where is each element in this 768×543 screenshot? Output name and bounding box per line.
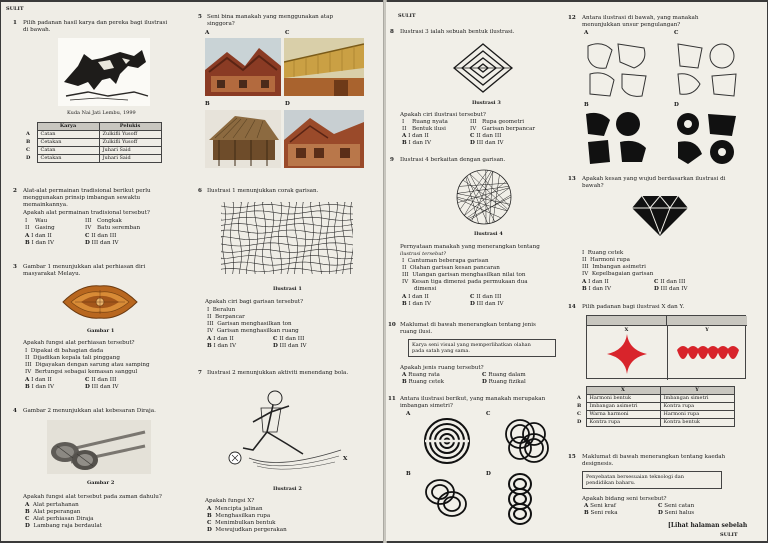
outline-shapes-a — [584, 40, 652, 100]
q14-cell: Kontra rupa — [586, 419, 660, 427]
q8-item-num: I — [402, 119, 405, 125]
q10-box-line-2: pada satah yang sama. — [412, 348, 470, 355]
q3-text-2: masyarakat Melayu. — [23, 271, 81, 277]
q2-item: Gasing — [35, 225, 55, 231]
q1-option-letter[interactable]: C — [26, 147, 30, 153]
q8-item: Ruang nyata — [412, 119, 448, 125]
twisted-loops-image — [422, 474, 470, 522]
q7-option-d[interactable]: D Mewujudkan pergerakan — [207, 527, 287, 533]
q13-option-a[interactable]: A I dan II — [582, 279, 609, 285]
q12-label-b[interactable]: B — [584, 102, 589, 108]
q5-option-b-image[interactable] — [205, 110, 281, 168]
q3-number: 3 — [13, 264, 17, 270]
q10-option-b[interactable]: B Ruang cetek — [402, 379, 445, 385]
royal-mace-image — [47, 420, 151, 474]
q8-option-d[interactable]: D III dan IV — [470, 140, 504, 146]
q12-text-1: Antara ilustrasi di bawah, yang manakah — [582, 15, 699, 21]
q3-option-b[interactable]: B I dan IV — [25, 384, 55, 390]
q2-option-b[interactable]: B I dan IV — [25, 240, 55, 246]
q8-caption: Ilustrasi 3 — [472, 100, 501, 106]
q14-x-header: X — [587, 316, 667, 326]
q13-option-c[interactable]: C II dan III — [654, 279, 686, 285]
q14-x-star-image — [605, 332, 649, 376]
q7-option-c[interactable]: C Menimbulkan bentuk — [207, 520, 276, 526]
q3-item-iv: IV Bertungsi sebagai kemasan sanggul — [25, 369, 138, 375]
q5-label-a[interactable]: A — [205, 30, 210, 36]
q1-cell: Cetakan — [37, 139, 99, 147]
q2-text-1: Alat-alat permainan tradisional berikut perlu — [23, 188, 151, 194]
concentric-rings-image — [422, 416, 472, 466]
q3-text-1: Gambar 1 menunjukkan alat perhiasan diri — [23, 264, 146, 270]
q11-label-c[interactable]: C — [486, 411, 491, 417]
interlaced-knot-image — [502, 416, 552, 466]
q12-option-b-image[interactable] — [584, 110, 652, 166]
q2-question: Apakah alat permainan tradisional tersebut? — [23, 210, 150, 216]
q1-option-letter[interactable]: A — [26, 131, 30, 137]
q7-text: Ilustrasi 2 menunjukkan aktiviti menendang bola. — [207, 370, 349, 376]
q15-info-box — [582, 471, 722, 489]
q15-box-line-1: Penyebatan bersesuaian teknologi dan — [586, 474, 684, 480]
q15-text-1: Maklumat di bawah menerangkan tentang kaedah — [582, 454, 726, 460]
q12-label-d[interactable]: D — [674, 102, 679, 108]
q1-option-letter[interactable]: D — [26, 155, 31, 161]
q3-item-ii: II Dijadikan kepala tali pinggang — [25, 355, 120, 361]
q14-option-letter[interactable]: A — [577, 395, 581, 401]
left-page — [1, 2, 384, 541]
q3-pendant-image — [61, 282, 139, 322]
q11-label-d[interactable]: D — [486, 471, 491, 477]
kerongsang-pendant — [61, 282, 139, 322]
q7-option-b[interactable]: B Menghasilkan rupa — [207, 513, 271, 519]
q12-text-2: menunjukkan unsur pengulangan? — [582, 22, 681, 28]
q6-option-a[interactable]: A I dan II — [207, 336, 234, 342]
q5-text-2: singgora? — [207, 21, 235, 27]
q14-y-wave-image — [675, 340, 741, 370]
q5-number: 5 — [198, 14, 202, 20]
q14-cell: Harmoni bentuk — [586, 395, 660, 403]
q14-cell: Kontra bentuk — [660, 419, 734, 427]
q7-number: 7 — [198, 370, 202, 376]
diamond-gem-icon — [630, 194, 690, 238]
q6-line-pattern — [221, 202, 353, 274]
q9-option-a[interactable]: A I dan II — [402, 294, 429, 300]
q5-text-1: Seni bina manakah yang menggunakan atap — [207, 14, 334, 20]
q14-col-x: X — [586, 387, 660, 395]
right-page — [386, 2, 767, 541]
q1-cell: Juhari Said — [99, 147, 161, 155]
q2-number: 2 — [13, 188, 17, 194]
q11-number: 11 — [388, 396, 396, 402]
q2-item: Congkak — [97, 218, 122, 224]
string-ball-image — [454, 168, 514, 226]
house-d-image — [284, 110, 364, 168]
q12-number: 12 — [568, 15, 576, 21]
q7-caption: Ilustrasi 2 — [273, 486, 302, 492]
q15-box-line-2: pendidikan baharu. — [586, 480, 636, 487]
chain-links-image — [506, 472, 534, 526]
q2-text-3: memainkannya. — [23, 202, 68, 208]
q7-option-a[interactable]: A Mencipta jalinan — [207, 506, 263, 512]
q2-item-num: IV — [85, 225, 92, 231]
q10-number: 10 — [388, 322, 396, 328]
q9-question-2: ilustrasi tersebut? — [400, 251, 447, 257]
q9-text: Ilustrasi 4 berkaitan dengan garisan. — [400, 157, 506, 163]
wavy-grid-lines — [221, 202, 353, 274]
q4-option-b[interactable]: B Alat peperangan — [25, 509, 81, 515]
q11-label-b[interactable]: B — [406, 471, 411, 477]
q12-label-a[interactable]: A — [584, 30, 589, 36]
q13-option-d[interactable]: D III dan IV — [654, 286, 688, 292]
q8-text: Ilustrasi 3 ialah sebuah bentuk ilustrasi. — [400, 29, 515, 35]
q8-item: Rupa geometri — [482, 119, 525, 125]
q3-question: Apakah fungsi alat perhiasan tersebut? — [23, 340, 135, 346]
q6-option-d[interactable]: D III dan IV — [273, 343, 307, 349]
q6-item-iii: III Garisan menghasilkan ton — [207, 321, 292, 327]
q9-caption: Ilustrasi 4 — [474, 231, 503, 237]
q2-option-a[interactable]: A I dan II — [25, 233, 52, 239]
q5-option-c-image[interactable] — [284, 38, 364, 96]
q14-cell: Warna harmoni — [586, 411, 660, 419]
q7-kick-image — [223, 388, 343, 474]
q6-option-b[interactable]: B I dan IV — [207, 343, 237, 349]
q1-cell: Zulkifli Yusoff — [99, 131, 161, 139]
q14-divider — [667, 326, 668, 380]
q6-item-ii: II Berpancar — [207, 314, 245, 320]
q11-option-a-image[interactable] — [422, 416, 472, 466]
q6-item-iv: IV Garisan menghasilkan ruang — [207, 328, 299, 334]
q9-question-1: Pernyataan manakah yang menerangkan tentang — [400, 244, 540, 250]
house-c-image — [284, 38, 364, 96]
q4-question: Apakah fungsi alat tersebut pada zaman dahulu? — [23, 494, 162, 500]
q3-caption: Gambar 1 — [87, 328, 115, 334]
q4-regalia-image — [47, 420, 151, 474]
q9-line-ball — [454, 168, 514, 226]
q7-x-label: X — [343, 456, 348, 462]
q4-number: 4 — [13, 408, 17, 414]
q4-option-a[interactable]: A Alat pertahanan — [25, 502, 79, 508]
q14-cell: Imbangan asimetri — [586, 403, 660, 411]
q9-option-d[interactable]: D III dan IV — [470, 301, 504, 307]
q14-text: Pilih padanan bagi ilustrasi X dan Y. — [582, 304, 685, 310]
outline-shapes-c — [674, 40, 742, 100]
q10-question: Apakah jenis ruang tersebut? — [400, 365, 484, 371]
q15-option-d[interactable]: D Seni halus — [658, 510, 695, 516]
q1-number: 1 — [13, 20, 17, 26]
q11-text-1: Antara ilustrasi berikut, yang manakah merupakan — [400, 396, 546, 402]
q14-option-letter[interactable]: C — [577, 411, 581, 417]
q4-text: Gambar 2 menunjukkan alat kebesaran Diraja. — [23, 408, 156, 414]
footer-sulit-tag: SULIT — [720, 532, 738, 538]
q14-col-y: Y — [660, 387, 734, 395]
q10-text-2: ruang ilusi. — [400, 329, 433, 335]
q10-option-c[interactable]: C Ruang dalam — [482, 372, 526, 378]
q8-option-b[interactable]: B I dan IV — [402, 140, 432, 146]
q13-gem-image — [630, 194, 690, 238]
house-a-image — [205, 38, 281, 96]
q11-text-2: imbangan simetri? — [400, 403, 453, 409]
q1-text-2: di bawah. — [23, 27, 51, 33]
q14-table — [574, 386, 735, 427]
pyramid-illusion-image — [452, 42, 514, 94]
q8-option-a[interactable]: A I dan II — [402, 133, 429, 139]
q14-cell: Kontra rupa — [660, 403, 734, 411]
q13-number: 13 — [568, 176, 576, 182]
q14-y-header: Y — [667, 316, 747, 326]
boy-kicking-ball-image — [223, 388, 343, 474]
q13-option-b[interactable]: B I dan IV — [582, 286, 612, 292]
q3-option-c[interactable]: C II dan III — [85, 377, 117, 383]
q1-col-pelukis: Pelukis — [99, 123, 161, 131]
q4-option-c[interactable]: C Alat perhiasan Diraja — [25, 516, 94, 522]
q12-option-d-image[interactable] — [674, 110, 742, 166]
q2-item: Batu seremban — [97, 225, 141, 231]
q14-option-letter[interactable]: D — [577, 419, 582, 425]
q5-label-c[interactable]: C — [285, 30, 290, 36]
q2-item-num: I — [25, 218, 28, 224]
q10-option-a[interactable]: A Ruang rata — [402, 372, 440, 378]
q8-item: Bentuk ilusi — [412, 126, 446, 132]
q13-text-2: bawah? — [582, 183, 604, 189]
house-b-image — [205, 110, 281, 168]
q10-info-box — [408, 339, 556, 357]
q14-option-letter[interactable]: B — [577, 403, 582, 409]
q2-item: Wau — [35, 218, 48, 224]
q6-question: Apakah ciri bagi garisan tersebut? — [205, 299, 304, 305]
q9-number: 9 — [390, 157, 394, 163]
q15-text-2: designesis. — [582, 461, 614, 467]
q8-item-num: III — [470, 119, 477, 125]
q2-item-num: II — [25, 225, 30, 231]
q1-caption: Kuda Nai Jati Lembu, 1999 — [67, 110, 136, 116]
q11-label-a[interactable]: A — [406, 411, 411, 417]
q8-item-num: II — [402, 126, 407, 132]
q9-item-i: I Cantuman beberapa garisan — [402, 258, 489, 264]
q15-number: 15 — [568, 454, 576, 460]
q14-number: 14 — [568, 304, 576, 310]
q15-question: Apakah bidang seni tersebut? — [582, 496, 667, 502]
q12-label-c[interactable]: C — [674, 30, 679, 36]
q2-text-2: menggunakan prinsip imbangan sewaktu — [23, 195, 141, 201]
q14-cell: Imbangan simetri — [660, 395, 734, 403]
line-ball-outline — [457, 170, 511, 224]
q13-text-1: Apakah kesan yang wujud berdasarkan ilustrasi di — [582, 176, 726, 182]
left-sulit-tag: SULIT — [6, 6, 24, 12]
q6-item-i: I Beralun — [207, 307, 236, 313]
q9-option-c[interactable]: C II dan III — [470, 294, 502, 300]
q15-option-b[interactable]: B Seni reka — [584, 510, 618, 516]
q7-question: Apakah fungsi X? — [205, 498, 255, 504]
q14-xy-frame — [586, 315, 746, 379]
q14-cell: Harmoni rupa — [660, 411, 734, 419]
q8-item: Garisan berpancar — [482, 126, 536, 132]
q10-text-1: Maklumat di bawah menerangkan tentang jenis — [400, 322, 536, 328]
q8-pyramid — [452, 42, 514, 94]
q5-option-a-image[interactable] — [205, 38, 281, 96]
q4-option-d[interactable]: D Lambang raja berdaulat — [25, 523, 102, 529]
q5-label-d[interactable]: D — [285, 101, 290, 107]
q3-item-i: I Dipakai di bahagian dada — [25, 348, 104, 354]
q13-item-i: I Ruang cetek — [582, 250, 624, 256]
q13-item-iv: IV Kepelbagaian garisan — [582, 271, 654, 277]
q6-option-c[interactable]: C II dan III — [273, 336, 305, 342]
q3-option-d[interactable]: D III dan IV — [85, 384, 119, 390]
q3-item-iii: III Digayakan dengan sarung atau samping — [25, 362, 150, 368]
black-shapes-d — [674, 110, 742, 166]
q4-caption: Gambar 2 — [87, 480, 115, 486]
q9-item-iii: III Ulangan garisan menghasilkan nilai ton — [402, 272, 526, 278]
q3-option-a[interactable]: A I dan II — [25, 377, 52, 383]
q9-item-iv: IV Kesan tiga dimensi pada permukaan dua — [402, 279, 528, 285]
q2-option-c[interactable]: C II dan III — [85, 233, 117, 239]
q1-text-1: Pilih padanan hasil karya dan pereka bagi ilustrasi — [23, 20, 168, 26]
q1-table — [23, 122, 162, 163]
q9-option-b[interactable]: B I dan IV — [402, 301, 432, 307]
q1-cell: Catan — [37, 131, 99, 139]
q15-option-a[interactable]: A Seni kraf — [584, 503, 616, 509]
q6-caption: Ilustrasi 1 — [273, 286, 302, 292]
q11-option-c-image[interactable] — [502, 416, 552, 466]
q1-cell: Catan — [37, 147, 99, 155]
q1-cell: Cetakan — [37, 155, 99, 163]
next-page-note: [Lihat halaman sebelah — [668, 522, 748, 529]
q5-label-b[interactable]: B — [205, 101, 210, 107]
q15-option-c[interactable]: C Seni catan — [658, 503, 695, 509]
q6-number: 6 — [198, 188, 202, 194]
q9-item-iv-cont: dimensi — [414, 286, 437, 292]
q1-artwork — [58, 38, 150, 106]
q8-question: Apakah ciri ilustrasi tersebut? — [400, 112, 486, 118]
q2-item-num: III — [85, 218, 92, 224]
q8-item-num: IV — [470, 126, 477, 132]
q2-option-d[interactable]: D III dan IV — [85, 240, 119, 246]
q1-option-letter[interactable]: B — [26, 139, 31, 145]
q1-cell: Juhari Said — [99, 155, 161, 163]
q13-item-ii: II Harmoni rupa — [582, 257, 630, 263]
black-shapes-b — [584, 110, 652, 166]
q10-option-d[interactable]: D Ruang fizikal — [482, 379, 526, 385]
q12-option-c-image[interactable] — [674, 40, 742, 100]
q11-option-d-image[interactable] — [506, 472, 534, 526]
q8-number: 8 — [390, 29, 394, 35]
q13-item-iii: III Imbangan asimetri — [582, 264, 646, 270]
right-sulit-tag: SULIT — [398, 13, 416, 19]
q1-col-karya: Karya — [37, 123, 99, 131]
q10-box-line-1: Karya seni visual yang memperlihatkan olahan — [412, 342, 531, 348]
q1-cell: Zulkifli Yusoff — [99, 139, 161, 147]
q12-option-a-image[interactable] — [584, 40, 652, 100]
horse-print-image — [58, 38, 150, 106]
wavy-grid-image — [221, 202, 353, 274]
q5-option-d-image[interactable] — [284, 110, 364, 168]
q11-option-b-image[interactable] — [422, 474, 470, 522]
q6-text: Ilustrasi 1 menunjukkan corak garisan. — [207, 188, 319, 194]
q8-option-c[interactable]: C II dan III — [470, 133, 502, 139]
q9-item-ii: II Olahan garisan kesan pancaran — [402, 265, 500, 271]
